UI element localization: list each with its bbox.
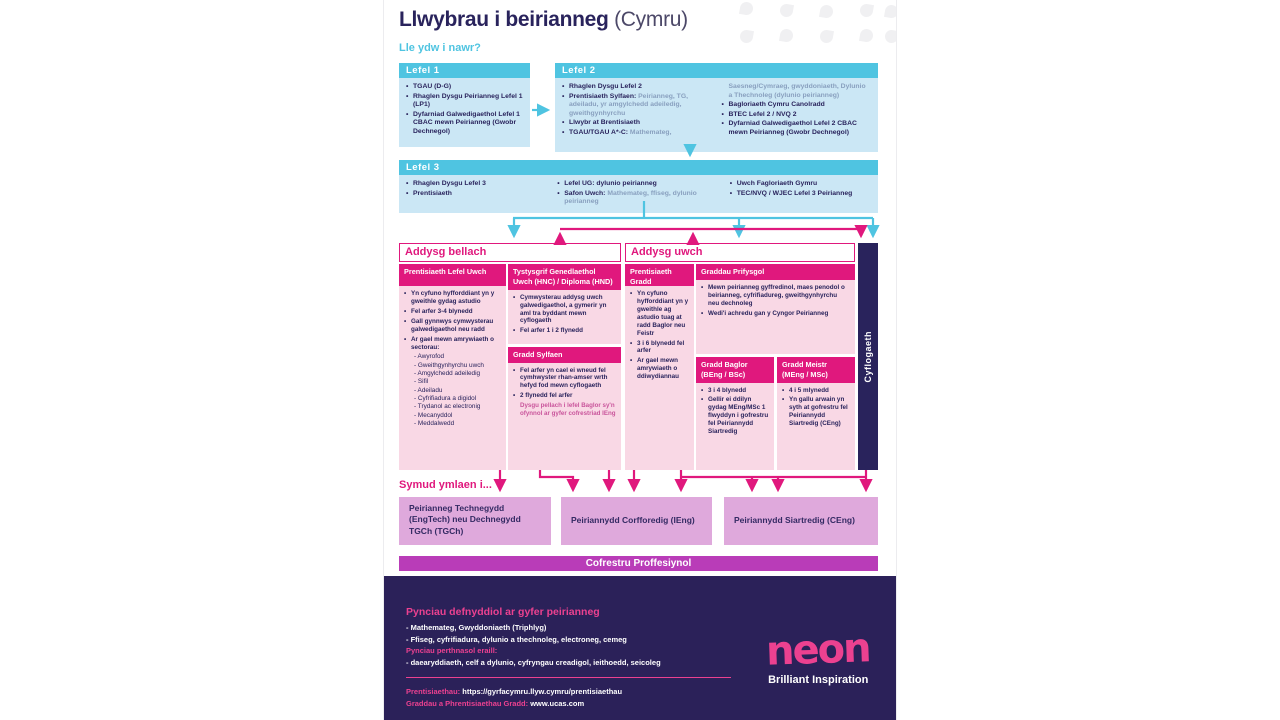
page-title-main: Llwybrau i beirianneg: [399, 8, 609, 31]
page-title: [399, 8, 688, 32]
subjects-line-2: - Ffiseg, cyfrifiadura, dylunio a thechnoleg, electroneg, cemeg: [406, 634, 627, 644]
neon-logo-wordmark: neon: [765, 625, 871, 675]
list-item: • Uwch Fagloriaeth Gymru: [729, 180, 818, 187]
list-item: • Yn cyfuno hyfforddiant yn y gweithle gydag astudio: [404, 290, 495, 305]
level-2-header: Lefel 2: [555, 63, 878, 78]
list-item: • Fel arfer 3-4 blynedd: [404, 307, 473, 315]
master-degree-box: [777, 357, 855, 470]
level-3-box: [399, 160, 878, 206]
where-am-i-now-label: Lle ydw i nawr?: [399, 42, 481, 54]
degrees-link-row: [406, 698, 736, 711]
list-item: • Prentisiaeth: [406, 189, 452, 197]
level-1-box: [399, 63, 530, 147]
level-3-body: [399, 175, 878, 213]
bachelor-degree-box: [696, 357, 774, 470]
decor-pattern: [740, 2, 892, 50]
higher-apprenticeship-column: [399, 264, 506, 470]
hnc-hnd-list: [508, 290, 621, 344]
hnc-hnd-header: Tystysgrif Genedlaethol Uwch (HNC) / Diploma (HND): [508, 264, 621, 290]
foundation-degree-header: Gradd Sylfaen: [508, 347, 621, 363]
list-item: • Yn cyfuno hyfforddiant yn y gweithle ag astudio tuag at radd Baglor neu Feistr: [630, 290, 689, 337]
list-item: • Gellir ei ddilyn gydag MEng/MSc 1 flwyddyn i gofrestru fel Peiriannydd Siartredig: [701, 396, 769, 436]
higher-education-title: Addysg uwch: [625, 243, 855, 262]
apprenticeships-link-url[interactable]: https://gyrfacymru.llyw.cymru/prentisiaethau: [462, 686, 623, 696]
page-title-region: (Cymru): [608, 8, 688, 31]
level-3-list-col3: [730, 180, 871, 208]
list-item: • TGAU/TGAU A*-C: Mathemateg,: [562, 128, 672, 136]
list-item: • Rhaglen Dysgu Lefel 3: [406, 180, 486, 187]
neon-logo-tagline: Brilliant Inspiration: [768, 674, 869, 686]
subjects-line-1: - Mathemateg, Gwyddoniaeth (Triphlyg): [406, 623, 547, 632]
list-item: • Rhaglen Dysgu Lefel 2: [562, 83, 642, 90]
list-item: • Fel arfer 1 i 2 flynedd: [513, 327, 583, 335]
list-item: • Ar gael mewn amrywiaeth o sectorau:: [404, 335, 494, 351]
university-degrees-header: Graddau Prifysgol: [696, 264, 855, 280]
level-2-list-col1: [562, 83, 712, 147]
list-item: Saesneg/Cymraeg, gwyddoniaeth, Dylunio a Thechnoleg (dylunio peirianneg): [728, 83, 866, 99]
level-2-body: [555, 78, 878, 152]
higher-apprenticeship-list: [399, 286, 506, 470]
list-item: • TGAU (D-G): [406, 83, 452, 90]
apprenticeships-link-row: [406, 686, 736, 699]
bachelor-degree-header: Gradd Baglor (BEng / BSc): [696, 357, 774, 383]
master-degree-header: Gradd Meistr (MEng / MSc): [777, 357, 855, 383]
poster: [384, 0, 896, 720]
further-education-title: Addysg bellach: [399, 243, 621, 262]
level-1-header: Lefel 1: [399, 63, 530, 78]
degree-apprenticeship-list: [625, 286, 694, 470]
subjects-line-3: - daearyddiaeth, celf a dylunio, cyfryngau creadigol, ieithoedd, seicoleg: [406, 657, 661, 667]
list-item: • Llwybr at Brentisiaeth: [562, 119, 641, 127]
hnc-hnd-column: [508, 264, 621, 470]
ieng-box: Peiriannydd Corfforedig (IEng): [561, 497, 712, 545]
degrees-column: [696, 264, 855, 470]
level-2-list-col2: [722, 83, 872, 147]
list-item: • Rhaglen Dysgu Peirianneg Lefel 1 (LP1): [406, 92, 523, 109]
useful-subjects-heading: Pynciau defnyddiol ar gyfer peirianneg: [406, 606, 600, 618]
foundation-degree-body: [508, 363, 621, 470]
list-item: • 2 flynedd fel arfer: [513, 392, 573, 400]
sub-list: - Awyrofod - Gweithgynhyrchu uwch - Amgylchedd adeiledig - Sifil - Adeiladu - Cyfrifiadura a digidol - Trydanol ac electronig - Mecanyddol - Meddalwedd: [414, 353, 484, 428]
bachelor-degree-list: [696, 383, 774, 470]
list-item: • BTEC Lefel 2 / NVQ 2: [721, 110, 797, 118]
level-1-body: [399, 78, 530, 147]
level-2-box: [555, 63, 878, 152]
list-item: • 3 i 4 blynedd: [701, 386, 747, 394]
level-3-list-col1: [406, 180, 547, 208]
apprenticeships-link-label: Prentisiaethau:: [406, 686, 461, 696]
move-on-label: Symud ymlaen i...: [399, 479, 492, 491]
degree-apprenticeship-header: Prentisiaeth Gradd: [625, 264, 694, 286]
level-1-list: [406, 83, 523, 142]
degrees-link-label: Graddau a Phrentisiaethau Gradd:: [406, 699, 529, 709]
higher-education-section: [625, 243, 855, 470]
list-item: • Yn gallu arwain yn syth at gofrestru fel Peiriannydd Siartredig (CEng): [782, 396, 848, 428]
further-education-section: [399, 243, 621, 470]
employment-bar: [858, 243, 878, 470]
foundation-degree-list: [513, 367, 616, 401]
list-item: • Ar gael mewn amrywiaeth o ddiwydiannau: [630, 357, 679, 381]
employment-label: Cyflogaeth: [863, 330, 873, 383]
related-subjects-heading: Pynciau perthnasol eraill:: [406, 646, 498, 656]
list-item: • Fel arfer yn cael ei wneud fel cymhwyster rhan-amser wrth hefyd fod mewn cyflogaeth: [513, 366, 608, 390]
list-item: • Lefel UG: dylunio peirianneg: [557, 180, 657, 187]
list-item: • Dyfarniad Galwedigaethol Lefel 1 CBAC mewn Peirianneg (Gwobr Dechnegol): [406, 110, 520, 135]
ceng-box: Peiriannydd Siartredig (CEng): [724, 497, 878, 545]
list-item: • Mewn peirianneg gyffredinol, maes penodol o beirianneg, cyfrifiadureg, gweithgynhyrchu neu dechnoleg: [701, 283, 845, 307]
list-item: • Cymwysterau addysg uwch galwedigaethol, a gymerir yn aml tra byddant mewn cyflogaeth: [513, 293, 607, 325]
list-item: • Dyfarniad Galwedigaethol Lefel 2 CBAC mewn Peirianneg (Gwobr Dechnegol): [721, 120, 857, 136]
list-item: • Prentisiaeth Sylfaen: Peirianneg, TG, adeiladu, yr amgylchedd adeiledig, gweithgynhyrchu: [562, 92, 688, 117]
higher-apprenticeship-header: Prentisiaeth Lefel Uwch: [399, 264, 506, 286]
engtech-box: Peirianneg Technegydd (EngTech) neu Dechnegydd TGCh (TGCh): [399, 497, 551, 545]
list-item: • 4 i 5 mlynedd: [782, 386, 829, 394]
professional-registration-bar: Cofrestru Proffesiynol: [399, 556, 878, 571]
level-3-header: Lefel 3: [399, 160, 878, 175]
degrees-link-url[interactable]: www.ucas.com: [530, 699, 585, 709]
footer-divider: [406, 677, 731, 678]
neon-logo: [765, 625, 871, 686]
list-item: • Wedi'i achredu gan y Cyngor Peirianneg: [701, 309, 829, 317]
list-item: • 3 i 6 blynedd fel arfer: [630, 339, 685, 355]
footer: [384, 576, 896, 720]
list-item: • Gall gynnwys cymwysterau galwedigaethol neu radd: [404, 317, 494, 333]
foundation-degree-note: Dysgu pellach i lefel Baglor sy'n ofynnol ar gyfer cofrestriad IEng: [520, 402, 616, 418]
university-degrees-list: [696, 280, 855, 354]
list-item: • TEC/NVQ / WJEC Lefel 3 Peirianneg: [729, 189, 853, 197]
level-3-list-col2: [557, 180, 719, 208]
degree-apprenticeship-column: [625, 264, 694, 470]
list-item: • Safon Uwch: Mathemateg, ffiseg, dylunio peirianneg: [557, 189, 697, 206]
list-item: • Bagloriaeth Cymru Canolradd: [721, 101, 825, 109]
master-degree-list: [777, 383, 855, 470]
